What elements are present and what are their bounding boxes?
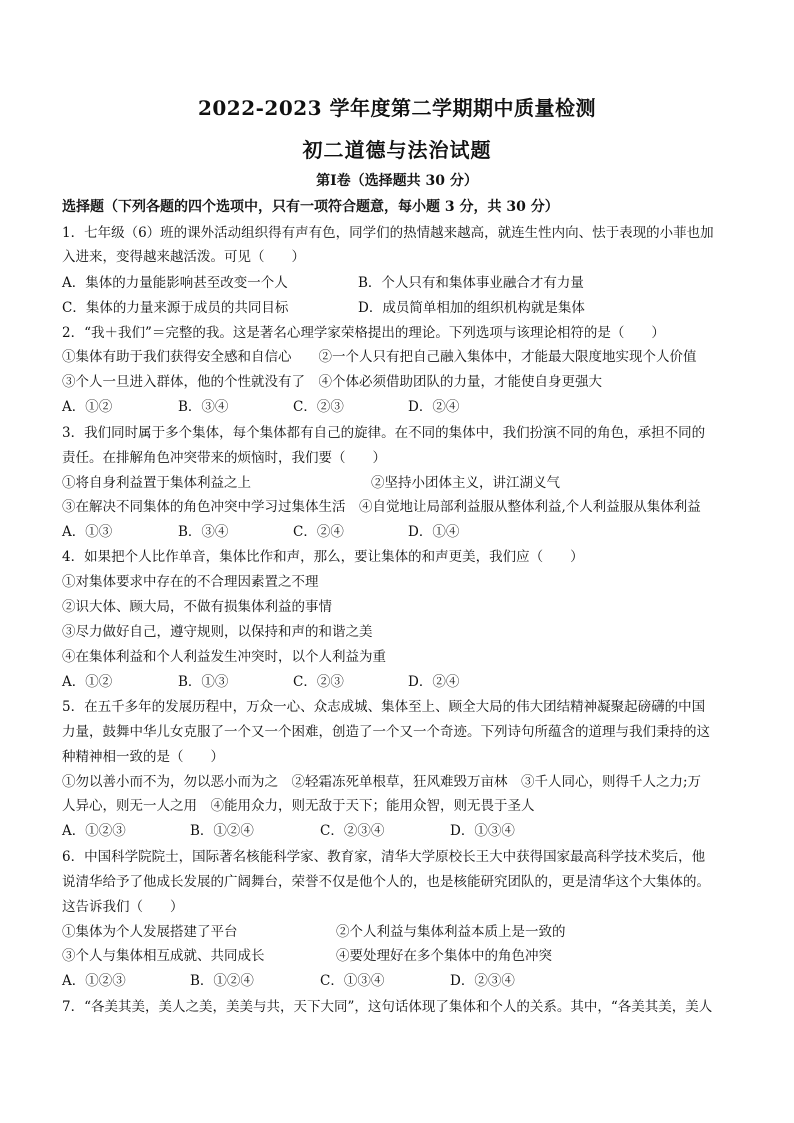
question-2-option-b: B．③④ [178, 399, 229, 415]
question-5-option-b: B．①②④ [190, 823, 254, 839]
question-6-option-d: D．②③④ [450, 973, 515, 989]
question-4-line-2: ①对集体要求中存在的不合理因素置之不理 [62, 574, 319, 590]
question-4-option-d: D．②④ [408, 674, 460, 690]
question-3-option-b: B．③④ [178, 524, 229, 540]
question-5-line-3: 种精神相一致的是（ ） [62, 749, 224, 765]
question-6-line-2: 说清华给予了他成长发展的广阔舞台，荣誉不仅是他个人的，也是核能研究团队的，更是清华这个大集体的。 [62, 874, 710, 890]
question-4-line-1: 4．如果把个人比作单音，集体比作和声，那么，要让集体的和声更美，我们应（ ） [62, 549, 584, 565]
exam-title: 2022-2023 学年度第二学期期中质量检测 [197, 96, 597, 120]
question-4-option-a: A．①② [62, 674, 113, 690]
question-6-statement-3: ③个人与集体相互成就、共同成长 [62, 948, 265, 964]
question-1-line-2: 入进来，变得越来越活泼。可见（ ） [62, 249, 305, 265]
question-4-option-c: C．②③ [293, 674, 344, 690]
question-3-line-5: ③在解决不同集体的角色冲突中学习过集体生活 ④自觉地让局部利益服从整体利益,个人利益服从集体利益 [62, 499, 701, 515]
exam-subtitle: 初二道德与法治试题 [302, 138, 492, 162]
question-5-line-5: 人异心，则无一人之用 ④能用众力，则无敌于天下；能用众智，则无畏于圣人 [62, 798, 535, 814]
question-6-option-b: B．①②④ [190, 973, 254, 989]
question-3-statement-1: ①将自身利益置于集体利益之上 [62, 475, 251, 491]
question-5-option-a: A．①②③ [62, 823, 126, 839]
question-2-line-1: 2．“我＋我们”＝完整的我。这是著名心理学家荣格提出的理论。下列选项与该理论相符的是（ ） [62, 325, 665, 341]
question-6-option-c: C．①③④ [320, 973, 385, 989]
question-3-option-d: D．①④ [408, 524, 460, 540]
question-5-line-2: 力量，鼓舞中华儿女克服了一个又一个困难，创造了一个又一个奇迹。下列诗句所蕴含的道理与我们秉持的这 [62, 724, 710, 740]
question-1-option-c: C．集体的力量来源于成员的共同目标 [62, 300, 289, 316]
question-2-option-a: A．①② [62, 399, 113, 415]
question-7-line-1: 7．“各美其美，美人之美，美美与共，天下大同”，这句话体现了集体和个人的关系。其中，“各美其美，美人 [62, 999, 713, 1015]
section-heading: 第Ⅰ卷（选择题共 30 分） [316, 173, 478, 189]
question-1-option-d: D．成员简单相加的组织机构就是集体 [358, 300, 585, 316]
section-instruction: 选择题（下列各题的四个选项中，只有一项符合题意，每小题 3 分，共 30 分） [62, 199, 559, 215]
question-2-line-2: ①集体有助于我们获得安全感和自信心 ②一个人只有把自己融入集体中，才能最大限度地实现个人价值 [62, 349, 697, 365]
question-1-line-1: 1．七年级（6）班的课外活动组织得有声有色，同学们的热情越来越高，就连生性内向、怯于表现的小菲也加 [62, 225, 714, 241]
question-3-line-1: 3．我们同时属于多个集体，每个集体都有自己的旋律。在不同的集体中，我们扮演不同的角色，承担不同的 [62, 425, 706, 441]
question-5-line-4: ①勿以善小而不为，勿以恶小而为之 ②轻霜冻死单根草，狂风难毁万亩林 ③千人同心，则得千人之力;万 [62, 774, 702, 790]
question-4-line-4: ③尽力做好自己，遵守规则，以保持和声的和谐之美 [62, 624, 373, 640]
question-3-statement-2: ②坚持小团体主义，讲江湖义气 [371, 475, 560, 491]
question-6-statement-4: ④要处理好在多个集体中的角色冲突 [336, 948, 552, 964]
question-3-option-a: A．①③ [62, 524, 113, 540]
question-2-option-d: D．②④ [408, 399, 460, 415]
question-1-option-a: A．集体的力量能影响甚至改变一个人 [62, 275, 288, 291]
question-3-option-c: C．②④ [293, 524, 344, 540]
question-1-option-b: B．个人只有和集体事业融合才有力量 [358, 275, 584, 291]
question-3-line-2: 责任。在排解角色冲突带来的烦恼时，我们要（ ） [62, 450, 386, 466]
question-5-option-d: D．①③④ [450, 823, 515, 839]
question-2-option-c: C．②③ [293, 399, 344, 415]
question-4-option-b: B．①③ [178, 674, 229, 690]
question-6-option-a: A．①②③ [62, 973, 126, 989]
question-6-line-3: 这告诉我们（ ） [62, 899, 184, 915]
question-4-line-5: ④在集体利益和个人利益发生冲突时，以个人利益为重 [62, 649, 386, 665]
question-5-option-c: C．②③④ [320, 823, 385, 839]
question-2-line-3: ③个人一旦进入群体，他的个性就没有了 ④个体必须借助团队的力量，才能使自身更强大 [62, 374, 602, 390]
question-4-line-3: ②识大体、顾大局，不做有损集体利益的事情 [62, 599, 332, 615]
question-5-line-1: 5．在五千多年的发展历程中，万众一心、众志成城、集体至上、顾全大局的伟大团结精神凝聚起磅礴的中国 [62, 699, 706, 715]
question-6-line-1: 6．中国科学院院士，国际著名核能科学家、教育家，清华大学原校长王大中获得国家最高科学技术奖后，他 [62, 849, 706, 865]
question-6-statement-2: ②个人利益与集体利益本质上是一致的 [336, 924, 566, 940]
question-6-statement-1: ①集体为个人发展搭建了平台 [62, 924, 238, 940]
